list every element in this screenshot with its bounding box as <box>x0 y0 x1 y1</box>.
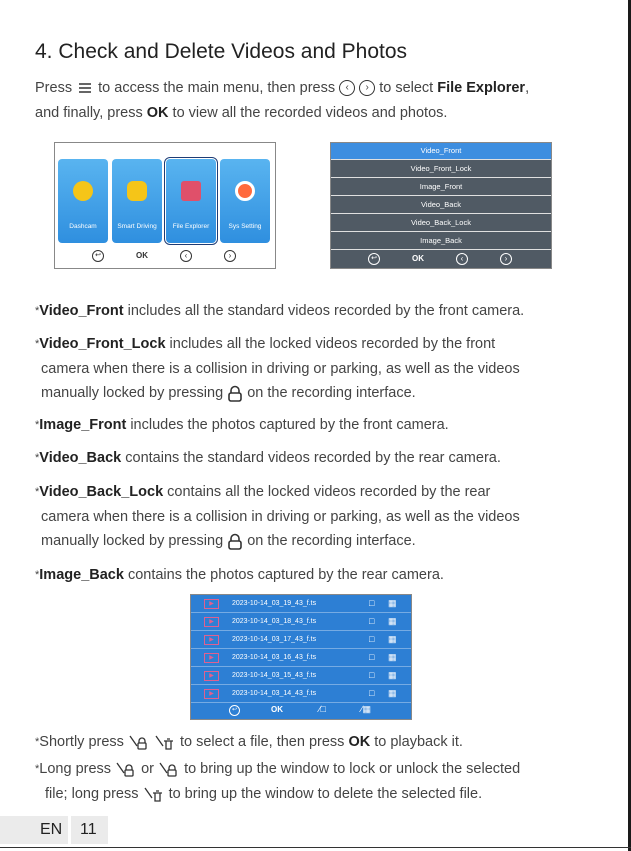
back-icon: ↩ <box>229 705 240 716</box>
def-text-line <box>41 531 416 551</box>
def-text: camera when there is a collision in driving or parking, as well as the videos <box>41 509 520 525</box>
lock-icon: □ <box>369 634 375 644</box>
def-text: manually locked by pressing <box>41 385 224 401</box>
def-text: contains the photos captured by the rear camera. <box>127 567 444 583</box>
note-text: to bring up the window to lock or unlock the selected <box>184 761 521 777</box>
note-long-press: *Long press or to bring up the window to lock or unlock the selected <box>35 761 521 777</box>
intro-text: to select <box>379 80 434 96</box>
page-title: 4. Check and Delete Videos and Photos <box>35 40 408 63</box>
ok-label: OK <box>412 254 424 263</box>
screen2-button-bar <box>331 250 551 268</box>
lock-toggle-icon: ∕□ <box>319 704 326 714</box>
ok-label: OK <box>271 705 283 714</box>
note-text: Shortly press <box>39 734 124 750</box>
lock-icon <box>227 385 243 402</box>
note-text: or <box>141 761 154 777</box>
def-term: Video_Back_Lock <box>39 484 164 500</box>
lock-icon: □ <box>369 598 375 608</box>
note-text: file; long press <box>45 786 139 802</box>
menu-card-sys-setting <box>220 159 270 243</box>
ok-label: OK <box>146 105 169 121</box>
file-explorer-screenshot <box>330 142 552 269</box>
bottom-rule <box>0 847 631 848</box>
note-text: Long press <box>39 761 112 777</box>
language-label: EN <box>40 821 63 838</box>
page-footer <box>0 816 108 844</box>
menu-card-smart-driving <box>112 159 162 243</box>
record-icon <box>235 181 255 201</box>
intro-text: to view all the recorded videos and photos. <box>172 105 448 121</box>
intro-text: to access the main menu, then press <box>98 80 336 96</box>
back-icon: ↩ <box>368 253 380 265</box>
robot-icon <box>127 181 147 201</box>
menu-card-label: Sys Setting <box>228 223 262 230</box>
trash-icon: ▦ <box>388 634 397 644</box>
intro-text: Press <box>35 80 73 96</box>
menu-card-label: Smart Driving <box>117 223 157 230</box>
trash-icon: ▦ <box>388 670 397 680</box>
lock-toggle-icon <box>128 734 150 751</box>
lock-icon: □ <box>369 652 375 662</box>
left-arrow-icon: ‹ <box>180 250 192 262</box>
def-term: Video_Front_Lock <box>39 336 166 352</box>
menu-icon <box>76 81 94 95</box>
def-video-front: *Video_Front includes all the standard videos recorded by the front camera. <box>35 303 525 319</box>
def-text: contains all the locked videos recorded by the rear <box>167 484 491 500</box>
screen1-button-bar <box>55 245 275 268</box>
lock-icon: □ <box>369 670 375 680</box>
ok-label: OK <box>136 251 148 260</box>
file-name: 2023-10-14_03_17_43_f.ts <box>232 636 317 643</box>
file-name: 2023-10-14_03_19_43_f.ts <box>232 600 317 607</box>
camera-icon <box>73 181 93 201</box>
def-video-front-lock: *Video_Front_Lock includes all the locked videos recorded by the front <box>35 336 496 352</box>
folder-icon <box>181 181 201 201</box>
def-term: Video_Front <box>39 303 124 319</box>
folder-item: Video_Front_Lock <box>331 161 551 178</box>
file-row <box>191 685 411 703</box>
video-file-icon: ▶ <box>204 599 219 609</box>
file-row <box>191 595 411 613</box>
file-name: 2023-10-14_03_16_43_f.ts <box>232 654 317 661</box>
def-video-back: *Video_Back contains the standard videos recorded by the rear camera. <box>35 450 501 466</box>
file-name: 2023-10-14_03_18_43_f.ts <box>232 618 317 625</box>
ok-label: OK <box>348 734 371 750</box>
note-text: to bring up the window to delete the selected file. <box>168 786 483 802</box>
menu-card-label: File Explorer <box>172 223 210 230</box>
video-file-icon: ▶ <box>204 653 219 663</box>
folder-item: Image_Back <box>331 233 551 250</box>
delete-toggle-icon <box>158 761 180 778</box>
file-list-screenshot <box>190 594 412 720</box>
def-image-back: *Image_Back contains the photos captured by the rear camera. <box>35 567 444 583</box>
trash-icon: ▦ <box>388 616 397 626</box>
note-long-press-delete <box>45 784 482 804</box>
menu-card-label: Dashcam <box>69 223 97 230</box>
lock-toggle-icon <box>115 761 137 778</box>
def-text: on the recording interface. <box>247 533 416 549</box>
left-arrow-icon: ‹ <box>456 253 468 265</box>
intro-line-2 <box>35 103 447 123</box>
screen3-button-bar <box>191 702 411 719</box>
def-text: camera when there is a collision in driving or parking, as well as the videos <box>41 361 520 377</box>
file-row <box>191 631 411 649</box>
def-video-back-lock: *Video_Back_Lock contains all the locked videos recorded by the rear <box>35 484 491 500</box>
intro-line-1 <box>35 78 529 98</box>
video-file-icon: ▶ <box>204 689 219 699</box>
def-text: includes the photos captured by the front camera. <box>130 417 449 433</box>
folder-item: Image_Front <box>331 179 551 196</box>
folder-item: Video_Back <box>331 197 551 214</box>
def-text: on the recording interface. <box>247 385 416 401</box>
def-term: Image_Front <box>39 417 127 433</box>
def-text: contains the standard videos recorded by the rear camera. <box>125 450 501 466</box>
trash-icon: ▦ <box>388 688 397 698</box>
trash-icon: ▦ <box>388 598 397 608</box>
intro-text: , <box>525 80 530 96</box>
page-number: 11 <box>80 821 97 838</box>
file-row <box>191 613 411 631</box>
def-term: Video_Back <box>39 450 122 466</box>
main-menu-screenshot <box>54 142 276 269</box>
file-explorer-term: File Explorer <box>437 80 526 96</box>
lock-icon <box>227 533 243 550</box>
def-text-line <box>41 383 416 403</box>
right-arrow-icon: › <box>359 80 375 96</box>
def-text: includes all the locked videos recorded by the front <box>169 336 496 352</box>
lock-icon: □ <box>369 616 375 626</box>
note-text: to playback it. <box>374 734 463 750</box>
video-file-icon: ▶ <box>204 635 219 645</box>
folder-item: Video_Back_Lock <box>331 215 551 232</box>
folder-item: Video_Front <box>331 143 551 160</box>
file-row <box>191 667 411 685</box>
file-name: 2023-10-14_03_15_43_f.ts <box>232 672 317 679</box>
delete-toggle-icon <box>143 786 165 803</box>
lock-icon: □ <box>369 688 375 698</box>
def-text: includes all the standard videos recorded by the front camera. <box>127 303 525 319</box>
back-icon: ↩ <box>92 250 104 262</box>
delete-toggle-icon <box>154 734 176 751</box>
def-term: Image_Back <box>39 567 124 583</box>
right-arrow-icon: › <box>500 253 512 265</box>
left-arrow-icon: ‹ <box>339 80 355 96</box>
def-text: manually locked by pressing <box>41 533 224 549</box>
intro-text: and finally, press <box>35 105 143 121</box>
video-file-icon: ▶ <box>204 617 219 627</box>
note-short-press: *Shortly press to select a file, then press OK to playback it. <box>35 734 463 750</box>
file-row <box>191 649 411 667</box>
def-image-front: *Image_Front includes the photos captured by the front camera. <box>35 417 449 433</box>
trash-icon: ▦ <box>388 652 397 662</box>
video-file-icon: ▶ <box>204 671 219 681</box>
file-name: 2023-10-14_03_14_43_f.ts <box>232 690 317 697</box>
note-text: to select a file, then press <box>180 734 345 750</box>
right-arrow-icon: › <box>224 250 236 262</box>
menu-card-file-explorer <box>166 159 216 243</box>
menu-card-dashcam <box>58 159 108 243</box>
delete-toggle-icon: ∕▦ <box>361 704 372 714</box>
